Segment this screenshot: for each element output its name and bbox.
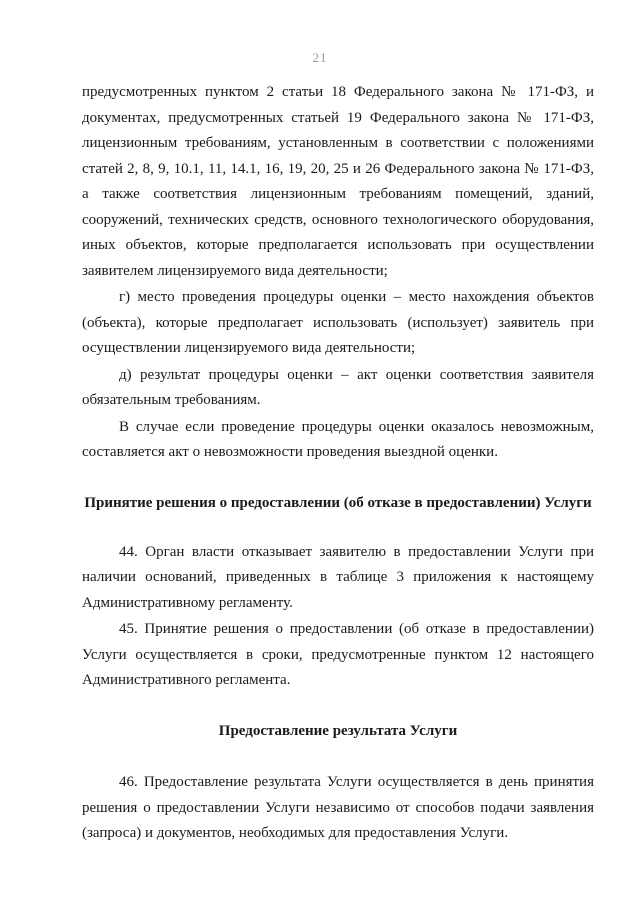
paragraph-46: 46. Предоставление результата Услуги осуществляется в день принятия решения о предоставлении Услуги независимо от способов подачи заявления (запроса) и документов, необходимых для предоставления Услуги. [82,774,594,841]
section-heading-decision: Принятие решения о предоставлении (об отказе в предоставлении) Услуги [84,494,592,511]
paragraph-impossible-case: В случае если проведение процедуры оценки оказалось невозможным, составляется акт о невозможности проведения выездной оценки. [82,418,594,460]
paragraph-45: 45. Принятие решения о предоставлении (об отказе в предоставлении) Услуги осуществляется в сроки, предусмотренные пунктом 12 настоящего Административного регламента. [82,621,594,688]
paragraph-44: 44. Орган власти отказывает заявителю в предоставлении Услуги при наличии оснований, приведенных в таблице 3 приложения к настоящему Административному регламенту. [82,543,594,611]
page-number: 21 [312,50,328,65]
paragraph-item-g: г) место проведения процедуры оценки – место нахождения объектов (объекта), которые предполагает использовать (использует) заявитель при осуществлении лицензируемого вида деятельности; [82,289,594,356]
paragraph-item-d: д) результат процедуры оценки – акт оценки соответствия заявителя обязательным требованиям. [82,366,594,408]
section-heading-result: Предоставление результата Услуги [218,722,458,739]
paragraph-continuation: предусмотренных пунктом 2 статьи 18 Федерального закона № 171-ФЗ, и документах, предусмотренных статьей 19 Федерального закона № 171-ФЗ, лицензионным требованиям, установленным в соответствии с положениями статей 2, 8, 9, 10.1, 11, 14.1, 16, 19, 20, 25 и 26 Федерального закона № 171-ФЗ, а также соответствия лицензионным требованиям помещений, зданий, сооружений, технических средств, основного технологического оборудования, иных объектов, которые предполагается использовать при осуществлении заявителем лицензируемого вида деятельности; [82,84,594,279]
document-body [82,80,594,847]
